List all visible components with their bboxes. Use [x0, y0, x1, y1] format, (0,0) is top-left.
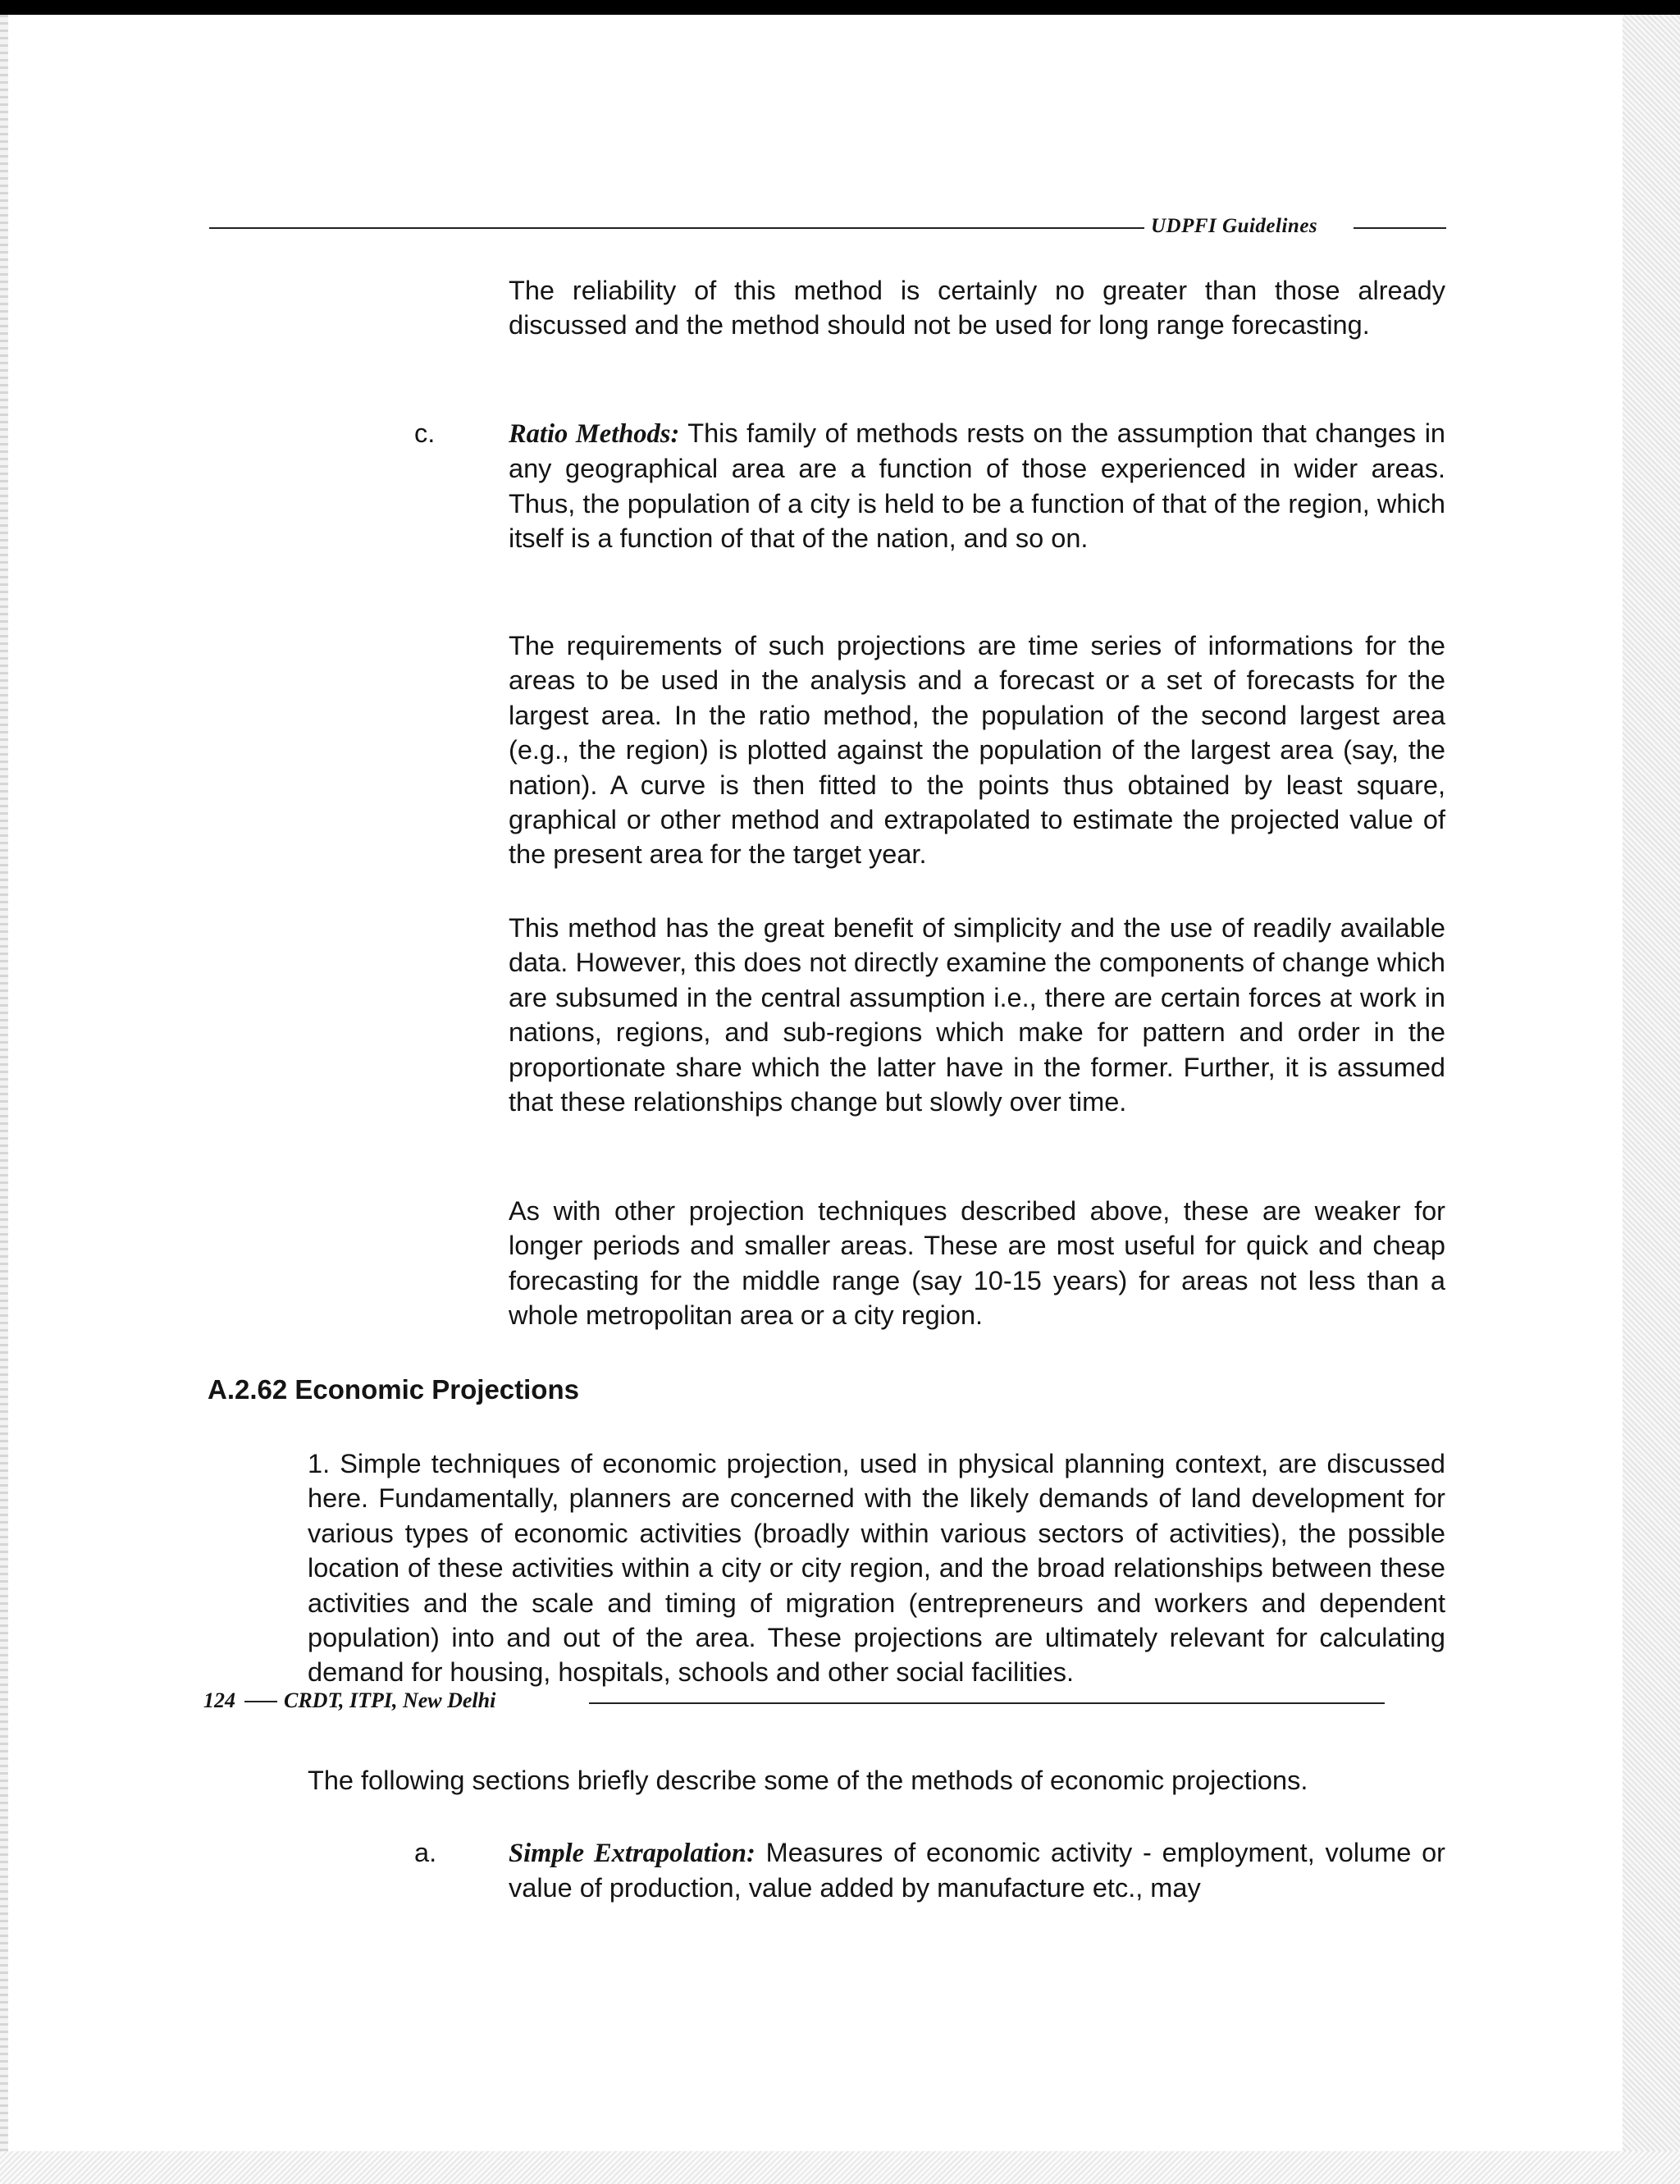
header-rule	[209, 227, 1144, 229]
scan-border-top	[0, 0, 1680, 15]
simple-extrapolation-paragraph	[509, 1835, 1445, 1906]
header-rule-end	[1354, 227, 1446, 229]
economic-intro-paragraph: 1. Simple techniques of economic projection, used in physical planning context, are discussed here. Fundamentally, planners are concerned with the likely demands of land development for various types of economic activities (broadly within various sectors of activities), the possible location of these activities within a city or city region, and the broad relationships between these activities and the scale and timing of migration (entrepreneurs and workers and dependent population) into and out of the area. These projections are ultimately relevant for calculating demand for housing, hospitals, schools and other social facilities.	[308, 1449, 1445, 1688]
simple-extrapolation-term: Simple Extrapolation:	[509, 1839, 756, 1868]
simple-extrapolation-text: Measures of economic activity - employment, volume or value of production, value added by manufacture etc., may	[509, 1838, 1445, 1903]
scan-border-left	[0, 15, 8, 2151]
ratio-requirements-paragraph: The requirements of such projections are time series of informations for the areas to be used in the analysis and a forecast or a set of forecasts for the largest area. In the ratio method, the population of the second largest area (e.g., the region) is plotted against the population of the largest area (say, the nation). A curve is then fitted to the points thus obtained by least square, graphical or other method and extrapolated to estimate the projected value of the present area for the target year.	[509, 631, 1445, 870]
section-heading: A.2.62 Economic Projections	[208, 1374, 579, 1405]
running-header	[209, 215, 1446, 238]
scan-border-right	[1623, 15, 1680, 2184]
methods-lead-paragraph: The following sections briefly describe some of the methods of economic projections.	[308, 1766, 1308, 1795]
intro-paragraph: The reliability of this method is certainly no greater than those already discussed and the method should not be used for long range forecasting.	[509, 276, 1445, 340]
page-number: 124	[203, 1688, 235, 1712]
footer-rule	[589, 1702, 1385, 1704]
list-marker-a: a.	[414, 1838, 437, 1867]
header-title: UDPFI Guidelines	[1151, 215, 1318, 237]
ratio-methods-text: This family of methods rests on the assumption that changes in any geographical area are a function of those experienced in wider areas. Thus, the population of a city is held to be a function of that of the region, which itself is a function of that of the nation, and so on.	[509, 418, 1446, 554]
footer-source: CRDT, ITPI, New Delhi	[284, 1688, 496, 1712]
ratio-benefits-paragraph: This method has the great benefit of simplicity and the use of readily available data. However, this does not directly examine the components of change which are subsumed in the central assumption i.e., there are certain forces at work in nations, regions, and sub-regions which make for pattern and order in the proportionate share which the latter have in the former. Further, it is assumed that these relationships change but slowly over time.	[509, 913, 1445, 1117]
ratio-methods-paragraph	[509, 416, 1445, 556]
running-footer	[203, 1688, 1385, 1713]
scan-border-bottom	[0, 2151, 1680, 2184]
footer-dash	[244, 1701, 277, 1702]
ratio-limits-paragraph: As with other projection techniques described above, these are weaker for longer periods and smaller areas. These are most useful for quick and cheap forecasting for the middle range (say 10-15 years) for areas not less than a whole metropolitan area or a city region.	[509, 1196, 1445, 1331]
ratio-methods-term: Ratio Methods:	[509, 419, 680, 449]
list-marker-c: c.	[414, 418, 436, 448]
